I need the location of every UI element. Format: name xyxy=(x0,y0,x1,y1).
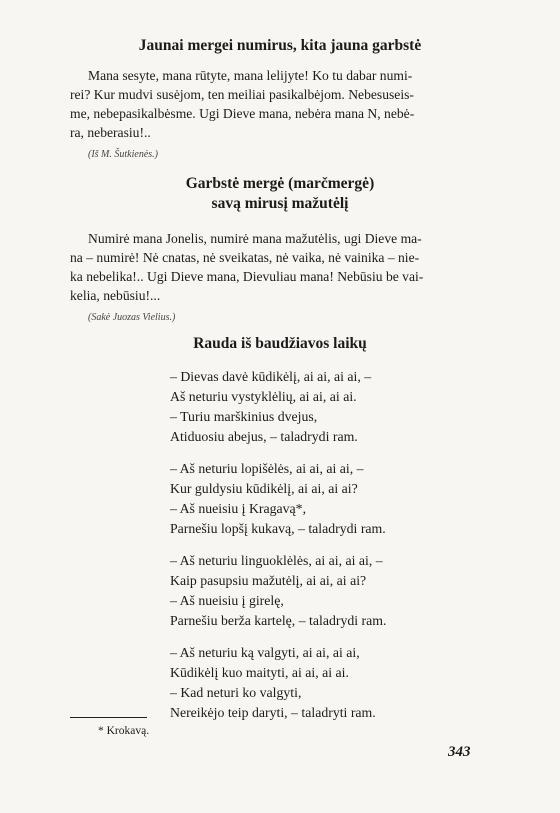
verse-line: Aš neturiu vystyklėlių, ai ai, ai ai. xyxy=(170,389,357,404)
verse-line: – Turiu marškinius dvejus, xyxy=(170,409,318,424)
section2-line: ka nebelika!.. Ugi Dieve mana, Dievuliau mana! Nebūsiu be vai- xyxy=(70,269,424,284)
footnote: * Krokavą. xyxy=(98,725,150,737)
section1-source: (Iš M. Šutkienės.) xyxy=(88,149,158,160)
section1-line: Mana sesyte, mana rūtyte, mana lelijyte! Ko tu dabar numi- xyxy=(88,68,413,83)
verse-line: Kaip pasupsiu mažutėlį, ai ai, ai ai? xyxy=(170,573,367,588)
page-number: 343 xyxy=(448,744,471,760)
footnote-rule xyxy=(70,717,147,718)
verse-line: – Aš neturiu linguoklėlės, ai ai, ai ai, – xyxy=(170,553,383,568)
verse-line: – Aš nueisiu į girelę, xyxy=(170,593,284,608)
section2-line: na – numirė! Nė cnatas, nė sveikatas, nė vaika, nė vainika – nie- xyxy=(70,250,420,265)
section2-title-line: savą mirusį mažutėlį xyxy=(211,195,349,212)
verse-line: Kur guldysiu kūdikėlį, ai ai, ai ai? xyxy=(170,481,358,496)
section1-title: Jaunai mergei numirus, kita jauna garbstė xyxy=(138,37,422,54)
verse-line: Parnešiu lopšį kukavą, – taladrydi ram. xyxy=(170,521,386,536)
section2-line: Numirė mana Jonelis, numirė mana mažutėlis, ugi Dieve ma- xyxy=(88,231,422,246)
verse-line: – Aš neturiu lopišėlės, ai ai, ai ai, – xyxy=(170,461,364,476)
section2-line: kelia, nebūsiu!... xyxy=(70,288,161,303)
section3-title: Rauda iš baudžiavos laikų xyxy=(193,335,367,352)
verse-line: – Aš nueisiu į Kragavą*, xyxy=(170,501,307,516)
section1-line: me, nebepasikalbėsme. Ugi Dieve mana, nebėra mana N, nebė- xyxy=(70,106,415,121)
verse-line: Kūdikėlį kuo maityti, ai ai, ai ai. xyxy=(170,665,349,680)
verse-line: Atiduosiu abejus, – taladrydi ram. xyxy=(170,429,358,444)
verse-line: Parnešiu berža kartelę, – taladrydi ram. xyxy=(170,613,387,628)
section1-line: ra, neberasiu!.. xyxy=(70,125,151,140)
verse-line: – Dievas davė kūdikėlį, ai ai, ai ai, – xyxy=(170,369,372,384)
section2-title-line: Garbstė mergė (marčmergė) xyxy=(185,175,375,192)
verse-line: – Kad neturi ko valgyti, xyxy=(170,685,302,700)
section1-line: rei? Kur mudvi susėjom, ten meiliai pasikalbėjom. Nebesuseis- xyxy=(70,87,414,102)
verse-line: – Aš neturiu ką valgyti, ai ai, ai ai, xyxy=(170,645,360,660)
verse-line: Nereikėjo teip daryti, – taladryti ram. xyxy=(170,705,376,720)
section2-source: (Sakė Juozas Vielius.) xyxy=(88,312,176,323)
